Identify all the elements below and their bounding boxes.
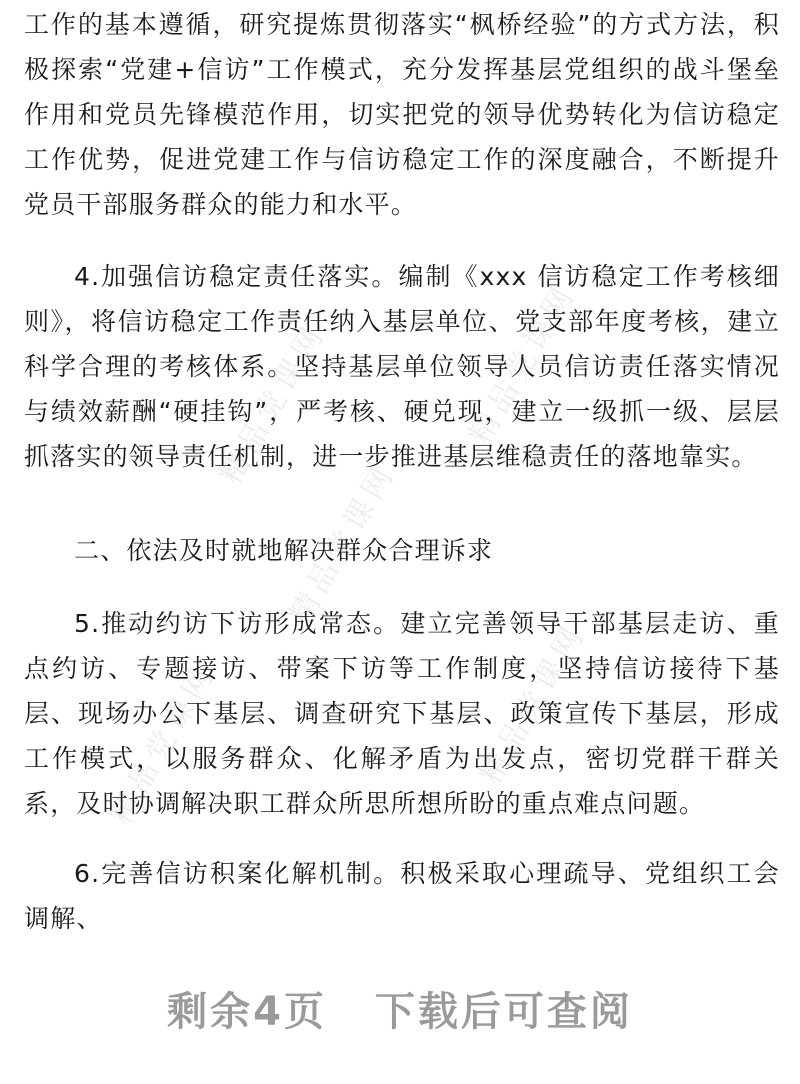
watermark: 精品党课网 — [462, 277, 584, 451]
watermark: 精品党课网 — [472, 617, 594, 791]
watermark: 精品党课网 — [212, 317, 334, 491]
watermark: 精品党课网 — [102, 657, 224, 831]
download-banner[interactable] — [0, 980, 800, 1037]
watermark: 精品党课网 — [282, 457, 404, 631]
paragraph-item-5: 5.推动约访下访形成常态。建立完善领导干部基层走访、重点约访、专题接访、带案下访等工作制度，坚持信访接待下基层、现场办公下基层、调查研究下基层、政策宣传下基层，形成工作模式，以服务群众、化解矛盾为出发点，密切党群干群关系，及时协调解决职工群众所思所想所盼的重点难点问题。 — [24, 609, 780, 818]
paragraph-item-6: 6.完善信访积案化解机制。积极采取心理疏导、党组织工会调解、 — [24, 859, 780, 933]
paragraph-item-4: 4.加强信访稳定责任落实。编制《xxx 信访稳定工作考核细则》，将信访稳定工作责任纳入基层单位、党支部年度考核，建立科学合理的考核体系。坚持基层单位领导人员信访责任落实情况与绩效薪酬“硬挂钩”，严考核、硬兑现，建立一级抓一级、层层抓落实的领导责任机制，进一步推进基层维稳责任的落地靠实。 — [24, 262, 780, 471]
download-prompt-label: 下载后可查阅 — [374, 989, 633, 1035]
remaining-pages-label: 剩余4页 — [167, 989, 327, 1035]
section-heading-2: 二、依法及时就地解决群众合理诉求 — [74, 536, 494, 565]
paragraph-continuation: 工作的基本遵循，研究提炼贯彻落实“枫桥经验”的方式方法，积极探索“党建+信访”工作模式，充分发挥基层党组织的战斗堡垒作用和党员先锋模范作用，切实把党的领导优势转化为信访稳定工作优势，促进党建工作与信访稳定工作的深度融合，不断提升党员干部服务群众的能力和水平。 — [24, 10, 780, 219]
